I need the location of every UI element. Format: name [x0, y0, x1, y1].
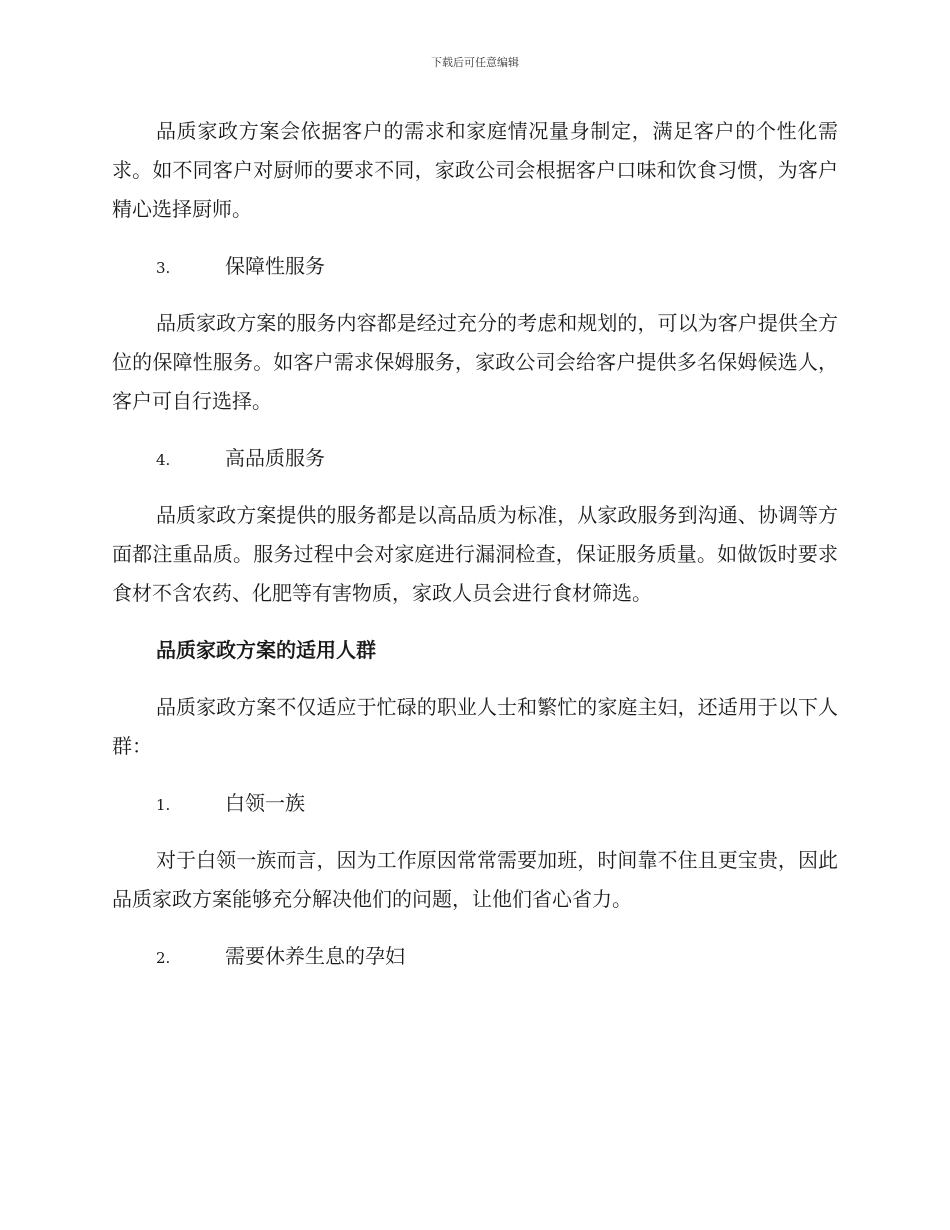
paragraph: 品质家政方案提供的服务都是以高品质为标准，从家政服务到沟通、协调等方面都注重品质。服务过程中会对家庭进行漏洞检查，保证服务质量。如做饭时要求食材不含农药、化肥等有害物质，家政人员会进行食材筛选。: [112, 503, 838, 605]
list-item-number: 3.: [156, 259, 171, 277]
list-item-4: [112, 439, 838, 478]
paragraph: 品质家政方案会依据客户的需求和家庭情况量身制定，满足客户的个性化需求。如不同客户对厨师的要求不同，家政公司会根据客户口味和饮食习惯，为客户精心选择厨师。: [112, 119, 838, 221]
paragraph: 对于白领一族而言，因为工作原因常常需要加班，时间靠不住且更宝贵，因此品质家政方案能够充分解决他们的问题，让他们省心省力。: [112, 848, 838, 911]
list-item-title: 白领一族: [225, 791, 305, 815]
list-item-number: 1.: [156, 796, 171, 814]
paragraph: 品质家政方案的服务内容都是经过充分的考虑和规划的，可以为客户提供全方位的保障性服务。如客户需求保姆服务，家政公司会给客户提供多名保姆候选人，客户可自行选择。: [112, 311, 838, 413]
list-item-1: [112, 784, 838, 823]
document-body: [112, 112, 838, 994]
section-heading: 品质家政方案的适用人群: [156, 638, 376, 662]
list-item-2: [112, 937, 838, 976]
list-item-title: 高品质服务: [225, 446, 325, 470]
paragraph: 品质家政方案不仅适应于忙碌的职业人士和繁忙的家庭主妇，还适用于以下人群：: [112, 695, 838, 758]
header-note: 下载后可任意编辑: [431, 56, 519, 69]
list-item-number: 4.: [156, 451, 171, 469]
list-item-title: 需要休养生息的孕妇: [225, 944, 405, 968]
list-item-number: 2.: [156, 949, 171, 967]
list-item-title: 保障性服务: [225, 254, 325, 278]
list-item-3: [112, 247, 838, 286]
